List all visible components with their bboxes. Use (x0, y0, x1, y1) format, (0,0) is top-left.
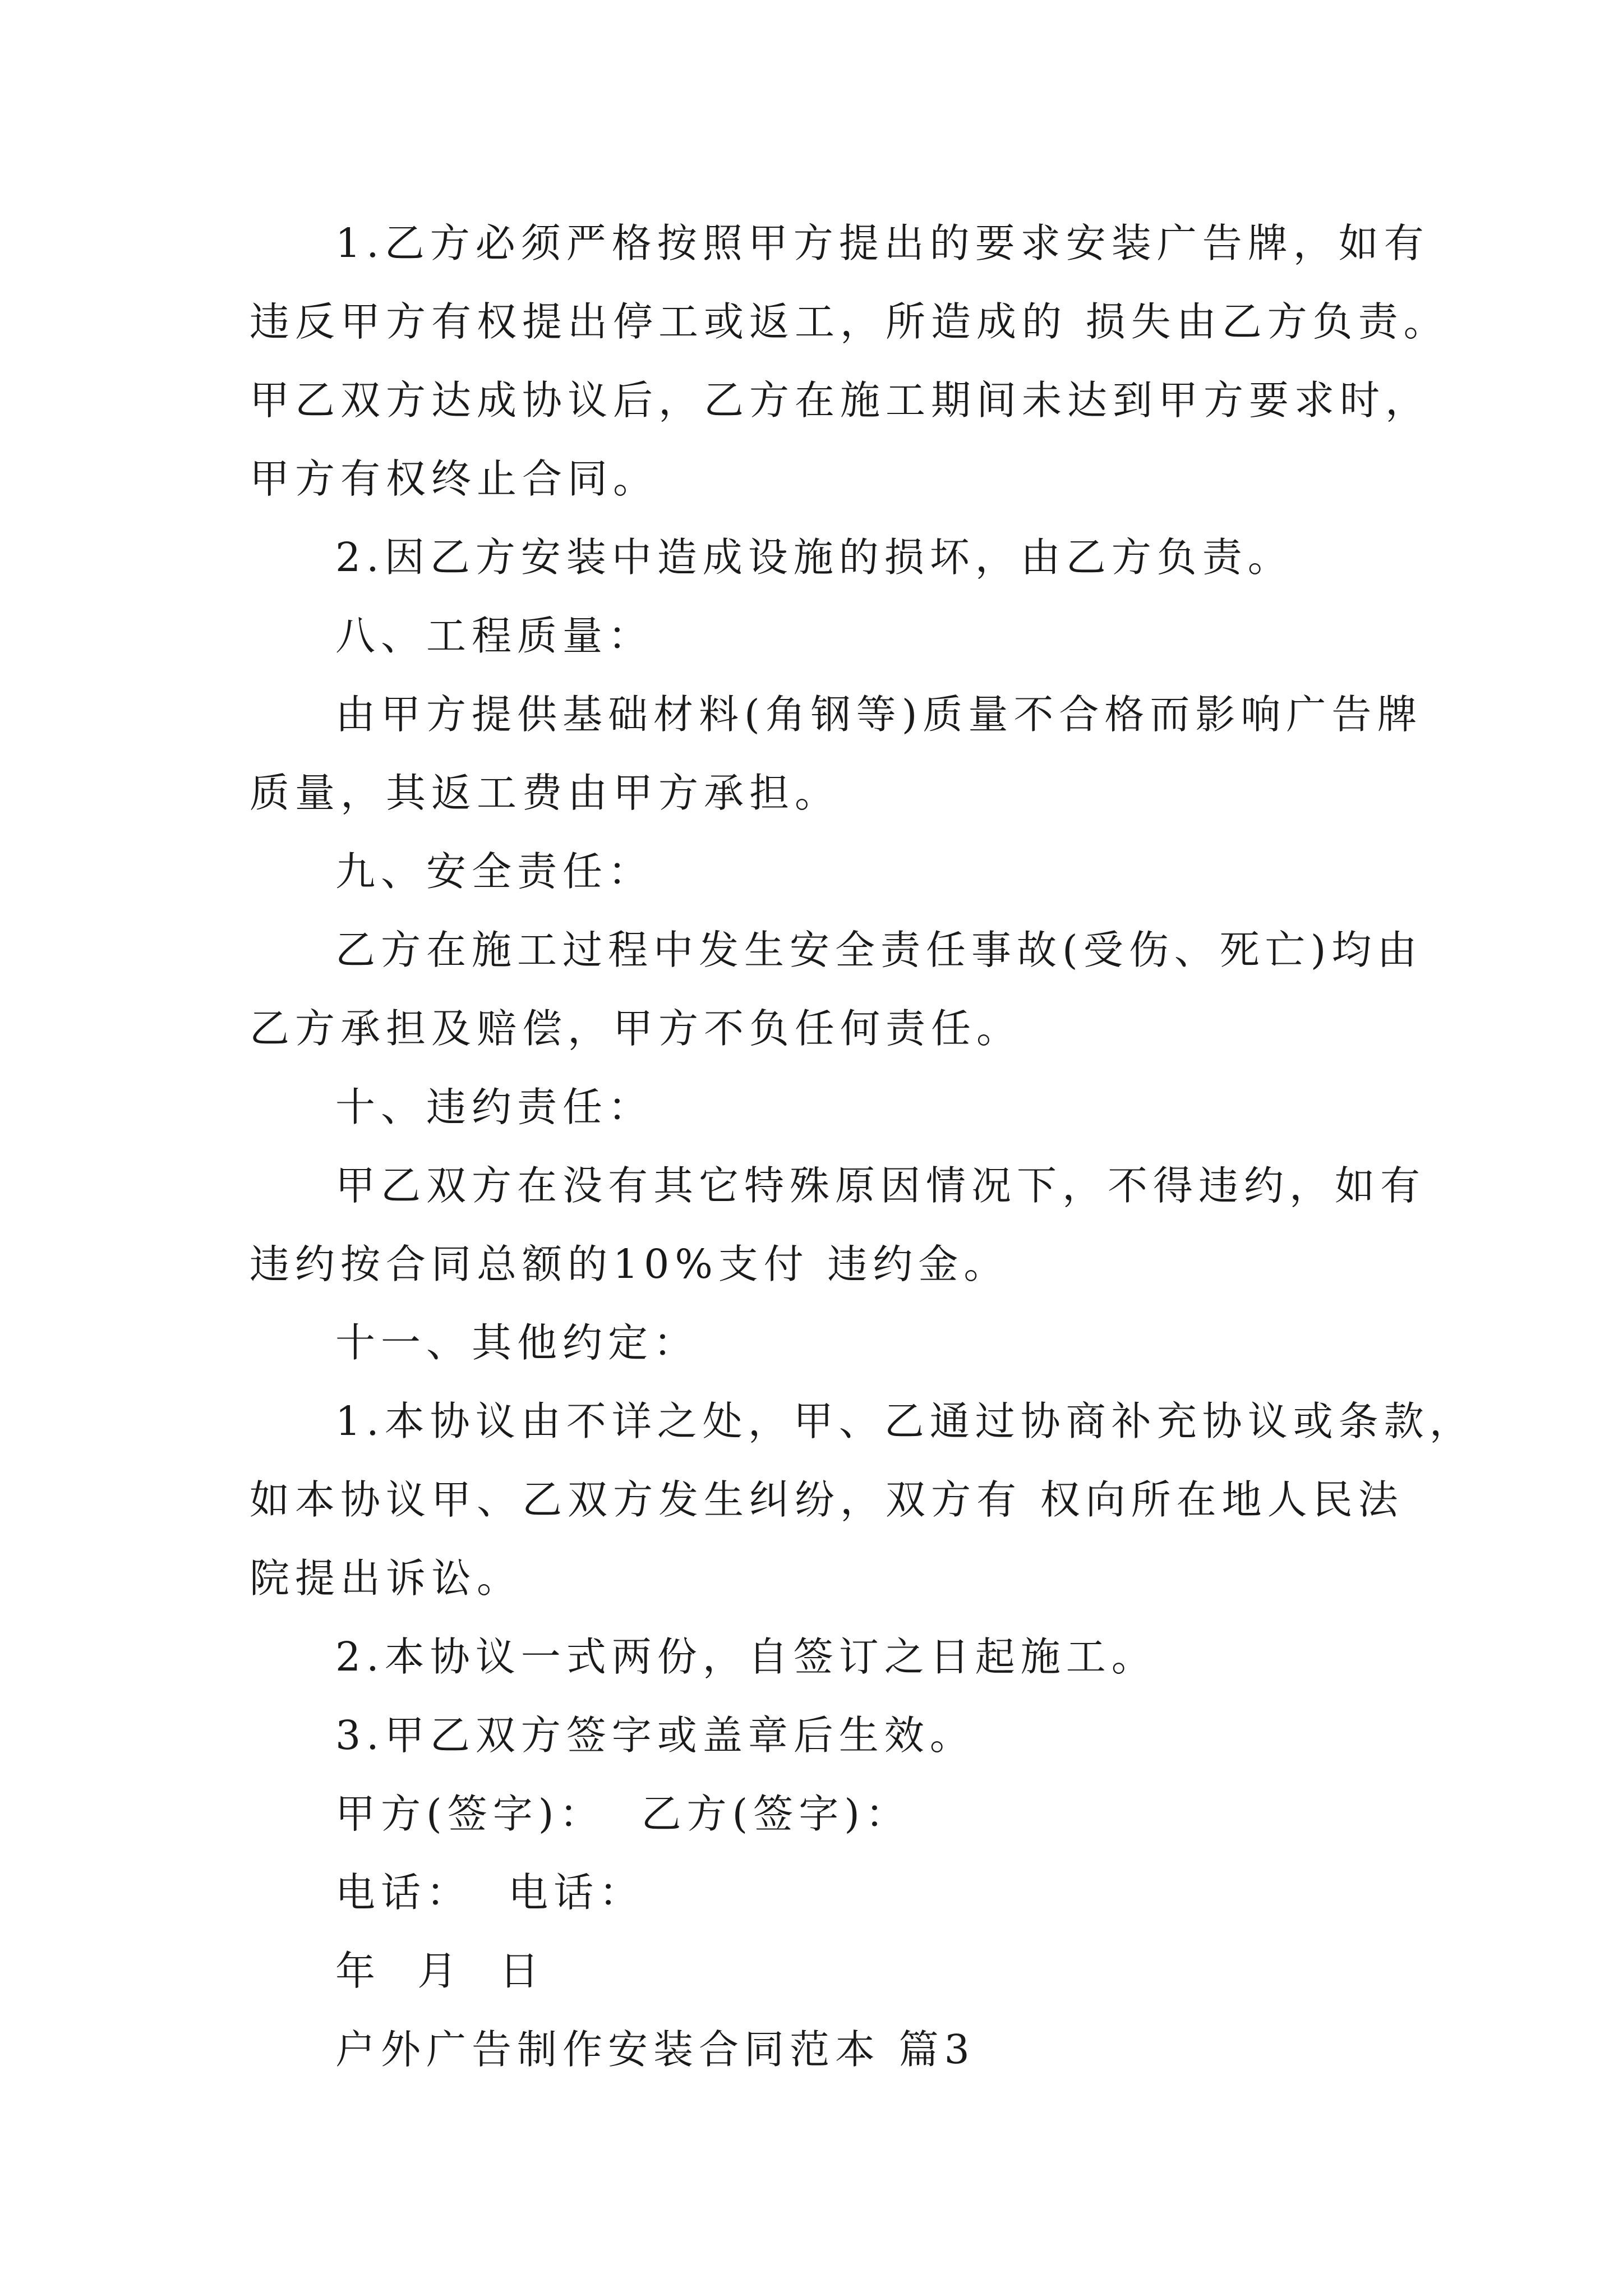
section-10-line-1: 甲乙双方在没有其它特殊原因情况下，不得违约，如有 (335, 1162, 1426, 1209)
date-line: 年 月 日 (335, 1948, 545, 1994)
section-9-heading: 九、安全责任： (335, 848, 654, 895)
next-template-title: 户外广告制作安装合同范本 篇3 (335, 2026, 975, 2073)
signature-line: 甲方(签字)： 乙方(签字)： (335, 1791, 911, 1837)
clause-11-1-line-2: 如本协议甲、乙双方发生纠纷，双方有 权向所在地人民法 (250, 1476, 1404, 1523)
section-8-line-1: 由甲方提供基础材料(角钢等)质量不合格而影响广告牌 (335, 691, 1423, 738)
section-9-line-1: 乙方在施工过程中发生安全责任事故(受伤、死亡)均由 (335, 927, 1423, 973)
clause-7-2: 2.因乙方安装中造成设施的损坏，由乙方负责。 (335, 534, 1293, 581)
section-8-heading: 八、工程质量： (335, 613, 654, 659)
section-8-line-2: 质量，其返工费由甲方承担。 (250, 770, 841, 816)
clause-7-1-line-2: 违反甲方有权提出停工或返工，所造成的 损失由乙方负责。 (250, 298, 1449, 345)
phone-line: 电话： 电话： (335, 1869, 645, 1916)
clause-11-2: 2.本协议一式两份，自签订之日起施工。 (335, 1634, 1157, 1680)
section-9-line-2: 乙方承担及赔偿，甲方不负任何责任。 (250, 1005, 1022, 1052)
clause-11-1-line-3: 院提出诉讼。 (250, 1555, 523, 1602)
clause-7-1-line-3: 甲乙双方达成协议后，乙方在施工期间未达到甲方要求时， (250, 377, 1431, 424)
clause-7-1-line-4: 甲方有权终止合同。 (250, 455, 659, 502)
clause-7-1-line-1: 1.乙方必须严格按照甲方提出的要求安装广告牌，如有 (335, 220, 1430, 266)
section-10-line-2: 违约按合同总额的10%支付 违约金。 (250, 1241, 1009, 1287)
clause-11-3: 3.甲乙双方签字或盖章后生效。 (335, 1712, 975, 1759)
section-10-heading: 十、违约责任： (335, 1084, 654, 1130)
section-11-heading: 十一、其他约定： (335, 1319, 699, 1366)
clause-11-1-line-1: 1.本协议由不详之处，甲、乙通过协商补充协议或条款， (335, 1398, 1475, 1444)
